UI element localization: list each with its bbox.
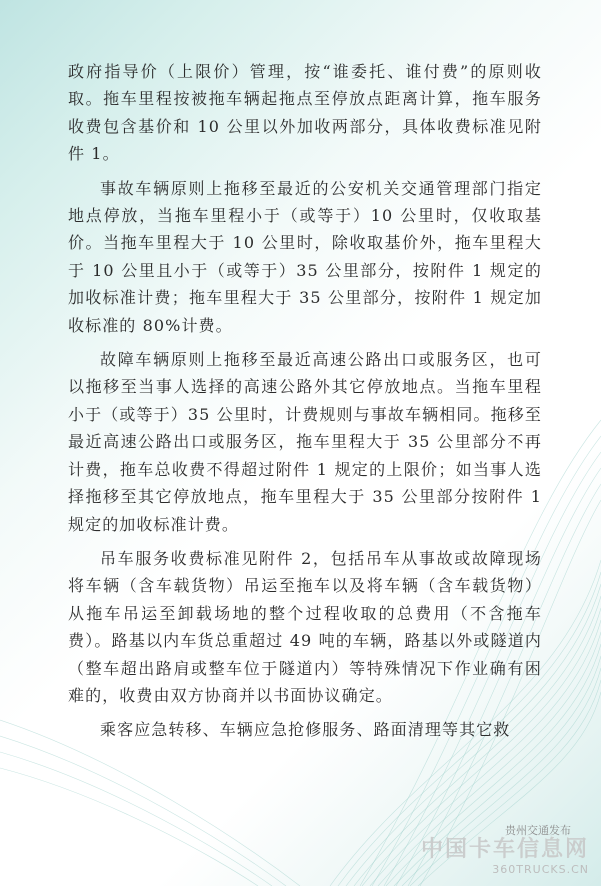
paragraph-5: 乘客应急转移、车辆应急抢修服务、路面清理等其它救: [100, 720, 511, 740]
watermark-site-name: 中国卡车信息网: [420, 837, 589, 862]
paragraph-1: 政府指导价（上限价）管理，按“谁委托、谁付费”的原则收取。拖车里程按被拖车辆起拖点至停放点距离计算，拖车服务收费包含基价和 10 公里以外加收两部分，具体收费标准见附件 1。: [68, 62, 542, 164]
paragraph-3: 故障车辆原则上拖移至最近高速公路出口或服务区，也可以拖移至当事人选择的高速公路外其它停放地点。当拖车里程小于（或等于）35 公里时，计费规则与事故车辆相同。拖移至最近高速公路出口或服务区，拖车里程大于 35 公里部分不再计费，拖车总收费不得超过附件 1 规定的上限价；如当事人选择拖移至其它停放地点，拖车里程大于 35 公里部分按附件 1 规定的加收标准计费。: [68, 350, 542, 534]
paragraph-2: 事故车辆原则上拖移至最近的公安机关交通管理部门指定地点停放，当拖车里程小于（或等于）10 公里时，仅收取基价。当拖车里程大于 10 公里时，除收取基价外，拖车里程大于 10 公里且小于（或等于）35 公里部分，按附件 1 规定的加收标准计费；拖车里程大于 35 公里部分，按附件 1 规定加收标准的 80%计费。: [68, 178, 542, 335]
document-body: [68, 58, 542, 744]
site-watermark: [421, 832, 589, 876]
paragraph-4: 吊车服务收费标准见附件 2，包括吊车从事故或故障现场将车辆（含车载货物）吊运至拖车以及将车辆（含车载货物）从拖车吊运至卸载场地的整个过程收取的总费用（不含拖车费）。路基以内车货总重超过 49 吨的车辆，路基以外或隧道内（整车超出路肩或整车位于隧道内）等特殊情况下作业确有困难的，收费由双方协商并以书面协议确定。: [68, 548, 542, 705]
watermark-site-url: 360TRUCKS.CN: [492, 863, 589, 876]
wechat-watermark: 贵州交通发布: [505, 824, 571, 837]
